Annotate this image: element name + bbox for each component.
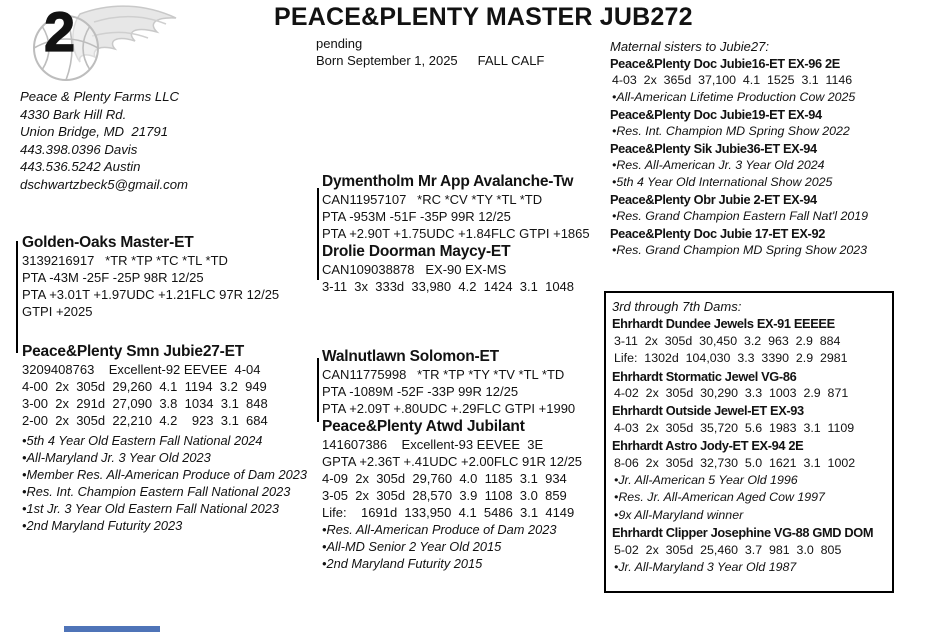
- status-pending: pending: [316, 36, 363, 51]
- pta-line: PTA +2.09T +.80UDC +.29FLC GTPI +1990: [322, 401, 576, 416]
- award: •Res. Int. Champion MD Spring Show 2022: [612, 124, 850, 138]
- production-record: 3-11 3x 333d 33,980 4.2 1424 3.1 1048: [322, 279, 575, 294]
- award: •Res. Int. Champion Eastern Fall National 2023: [22, 484, 291, 499]
- animal-name: Golden-Oaks Master-ET: [22, 234, 194, 251]
- sire-block: [22, 233, 279, 320]
- award: •Res. Grand Champion Eastern Fall Nat'l 2019: [612, 209, 869, 223]
- breeder-phone-1: 443.398.0396 Davis: [20, 141, 138, 157]
- pta-line: PTA +2.90T +1.75UDC +1.84FLC GTPI +1865: [322, 226, 590, 241]
- registration-line: CAN11775998 *TR *TP *TY *TV *TL *TD: [322, 367, 565, 382]
- sister-name: Peace&Plenty Doc Jubie19-ET EX-94: [610, 107, 822, 122]
- award: •Res. All-American Produce of Dam 2023: [322, 522, 557, 537]
- award: •2nd Maryland Futurity 2023: [22, 518, 183, 533]
- pta-line: PTA -43M -25F -25P 98R 12/25: [22, 270, 204, 285]
- birth-line: [316, 52, 544, 70]
- award: •All-Maryland Jr. 3 Year Old 2023: [22, 450, 211, 465]
- gtpi-line: GTPI +2025: [22, 304, 93, 319]
- registration-line: CAN11957107 *RC *CV *TY *TL *TD: [322, 192, 543, 207]
- production-record: 4-09 2x 305d 29,760 4.0 1185 3.1 934: [322, 471, 567, 486]
- birth-date: Born September 1, 2025: [316, 53, 458, 68]
- dam-name: Ehrhardt Outside Jewel-ET EX-93: [612, 403, 804, 419]
- production-record: 3-11 2x 305d 30,450 3.2 963 2.9 884: [614, 333, 841, 348]
- sister-name: Peace&Plenty Doc Jubie16-ET EX-96 2E: [610, 56, 840, 71]
- animal-name: Walnutlawn Solomon-ET: [322, 348, 499, 365]
- award: •5th 4 Year Old International Show 2025: [612, 175, 833, 189]
- award: •Res. Jr. All-American Aged Cow 1997: [614, 490, 825, 505]
- pta-line: PTA -953M -51F -35P 99R 12/25: [322, 209, 511, 224]
- registration-line: 3139216917 *TR *TP *TC *TL *TD: [22, 253, 228, 268]
- production-record: Life: 1691d 133,950 4.1 5486 3.1 4149: [322, 505, 575, 520]
- animal-name: Peace&Plenty Smn Jubie27-ET: [22, 343, 245, 360]
- award: •1st Jr. 3 Year Old Eastern Fall National 2023: [22, 501, 279, 516]
- animal-name: Peace&Plenty Atwd Jubilant: [322, 418, 525, 435]
- pta-line: PTA +3.01T +1.97UDC +1.21FLC 97R 12/25: [22, 287, 280, 302]
- lot-number: 2: [44, 0, 76, 63]
- award: •Res. All-American Jr. 3 Year Old 2024: [612, 158, 825, 172]
- pedigree-bracket-line: [317, 358, 319, 422]
- production-record: 4-03 2x 305d 35,720 5.6 1983 3.1 1109: [614, 420, 855, 435]
- award: •All-MD Senior 2 Year Old 2015: [322, 539, 502, 554]
- registration-line: 3209408763 Excellent-92 EEVEE 4-04: [22, 362, 261, 377]
- pta-line: GPTA +2.36T +.41UDC +2.00FLC 91R 12/25: [322, 454, 583, 469]
- animal-name: Dymentholm Mr App Avalanche-Tw: [322, 173, 574, 190]
- award: •All-American Lifetime Production Cow 2025: [612, 90, 856, 104]
- award: •2nd Maryland Futurity 2015: [322, 556, 483, 571]
- paternal-grandparents-block: [322, 172, 590, 295]
- breeder-address-2: Union Bridge, MD 21791: [20, 124, 169, 140]
- registration-line: CAN109038878 EX-90 EX-MS: [322, 262, 507, 277]
- dam-name: Ehrhardt Dundee Jewels EX-91 EEEEE: [612, 316, 835, 332]
- pedigree-bracket-line: [16, 241, 18, 353]
- award: •Jr. All-Maryland 3 Year Old 1987: [614, 560, 797, 575]
- section-heading: Maternal sisters to Jubie27:: [610, 39, 769, 54]
- page-title: PEACE&PLENTY MASTER JUB272: [274, 3, 693, 31]
- sister-name: Peace&Plenty Obr Jubie 2-ET EX-94: [610, 192, 817, 207]
- production-record: 5-02 2x 305d 25,460 3.7 981 3.0 805: [614, 542, 842, 557]
- production-record: Life: 1302d 104,030 3.3 3390 2.9 2981: [614, 351, 848, 366]
- production-record: 8-06 2x 305d 32,730 5.0 1621 3.1 1002: [614, 455, 856, 470]
- maternal-sisters-block: [610, 38, 868, 259]
- award: •Jr. All-American 5 Year Old 1996: [614, 473, 798, 488]
- animal-name: Drolie Doorman Maycy-ET: [322, 243, 511, 260]
- production-record: 3-00 2x 291d 27,090 3.8 1034 3.1 848: [22, 396, 268, 411]
- award: •Member Res. All-American Produce of Dam 2023: [22, 467, 307, 482]
- breeder-name: Peace & Plenty Farms LLC: [20, 89, 180, 104]
- dams-box: [604, 291, 894, 593]
- award: •5th 4 Year Old Eastern Fall National 2024: [22, 433, 263, 448]
- dam-block: [22, 342, 307, 534]
- registration-line: 141607386 Excellent-93 EEVEE 3E: [322, 437, 544, 452]
- production-record: 3-05 2x 305d 28,570 3.9 1108 3.0 859: [322, 488, 567, 503]
- breeder-phone-2: 443.536.5242 Austin: [20, 159, 141, 175]
- award: •Res. Grand Champion MD Spring Show 2023: [612, 243, 868, 257]
- sister-name: Peace&Plenty Doc Jubie 17-ET EX-92: [610, 226, 825, 241]
- dam-name: Ehrhardt Astro Jody-ET EX-94 2E: [612, 438, 804, 454]
- bottom-accent-bar: [64, 626, 160, 632]
- dam-name: Ehrhardt Stormatic Jewel VG-86: [612, 368, 797, 384]
- breeder-email: dschwartzbeck5@gmail.com: [20, 176, 189, 192]
- production-record: 2-00 2x 305d 22,210 4.2 923 3.1 684: [22, 413, 268, 428]
- production-record: 4-03 2x 365d 37,100 4.1 1525 3.1 1146: [612, 73, 853, 87]
- maternal-grandparents-block: [322, 347, 582, 572]
- dam-name: Ehrhardt Clipper Josephine VG-88 GMD DOM: [612, 525, 874, 541]
- breeder-block: [20, 88, 188, 194]
- production-record: 4-02 2x 305d 30,290 3.3 1003 2.9 871: [614, 386, 849, 401]
- production-record: 4-00 2x 305d 29,260 4.1 1194 3.2 949: [22, 379, 267, 394]
- award: •9x All-Maryland winner: [614, 507, 744, 522]
- section-heading: 3rd through 7th Dams:: [612, 299, 742, 314]
- pta-line: PTA -1089M -52F -33P 99R 12/25: [322, 384, 519, 399]
- pedigree-bracket-line: [317, 188, 319, 280]
- breeder-address-1: 4330 Bark Hill Rd.: [20, 106, 127, 122]
- sister-name: Peace&Plenty Sik Jubie36-ET EX-94: [610, 141, 817, 156]
- calf-type: FALL CALF: [477, 53, 545, 68]
